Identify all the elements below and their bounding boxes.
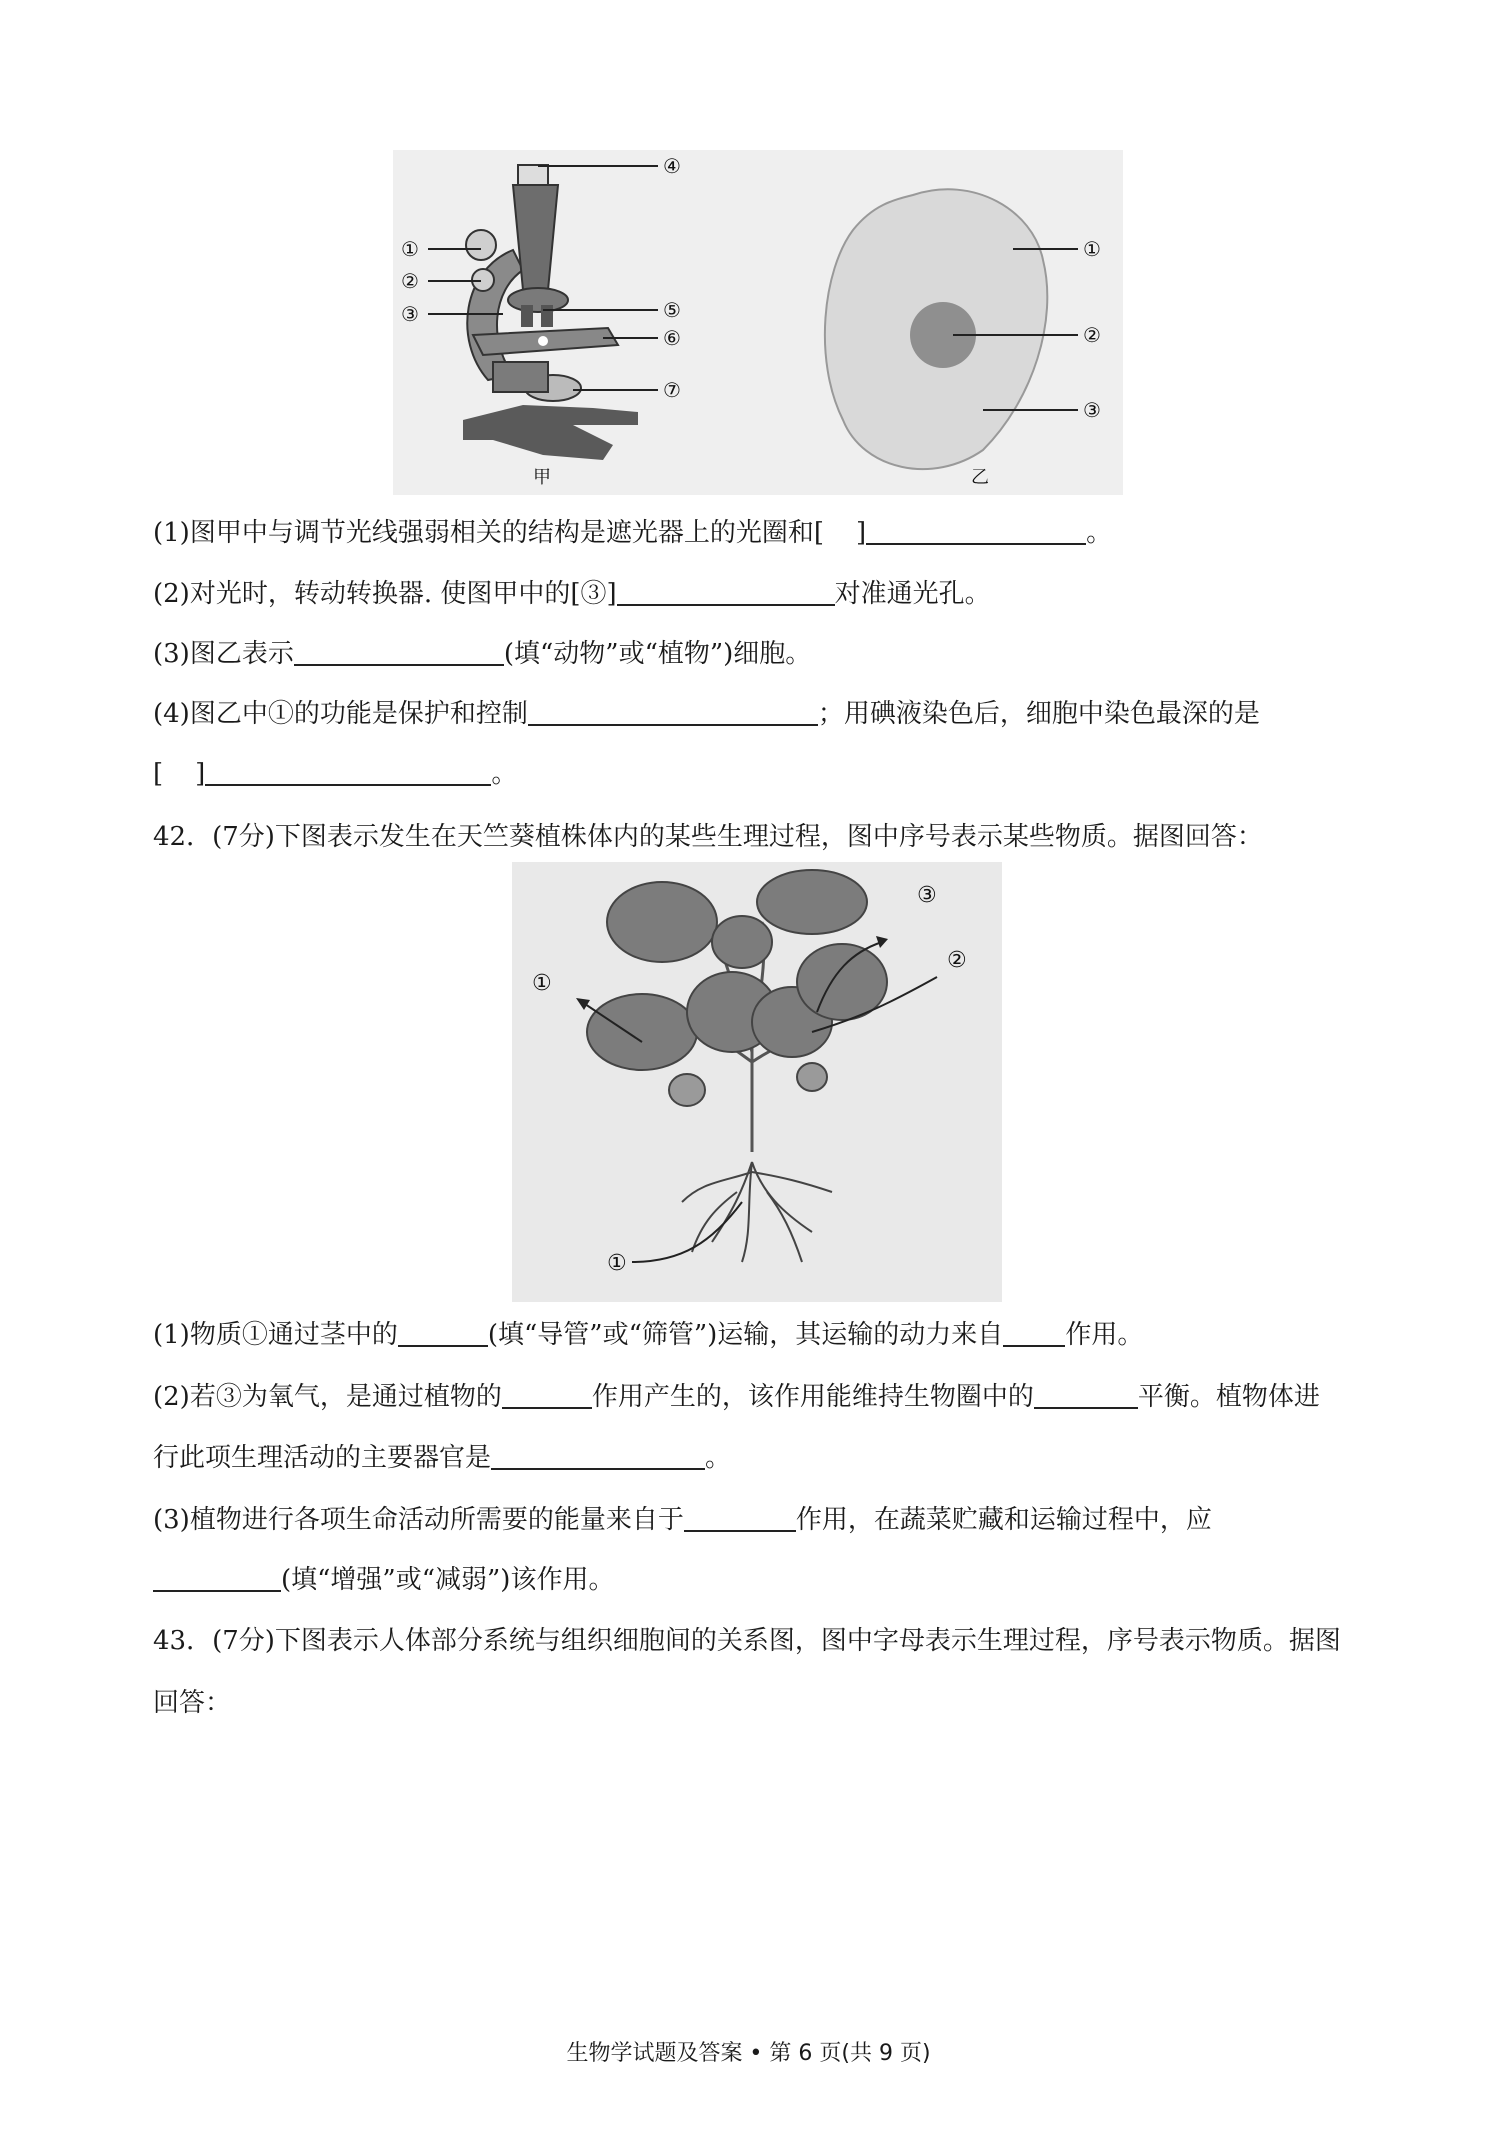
plant-label-3: ③: [917, 883, 937, 908]
q41-part2-blank[interactable]: [617, 578, 835, 606]
q42-part2-text: (2)若③为氧气，是通过植物的: [153, 1382, 502, 1412]
q42-part2-end: 平衡。植物体进: [1137, 1382, 1320, 1412]
plant-label-1-root: ①: [607, 1251, 627, 1276]
q42-part3-cont-text: (填“增强”或“减弱”)该作用。: [281, 1565, 615, 1595]
q41-part1-text: (1)图甲中与调节光线强弱相关的结构是遮光器上的光圈和[: [153, 518, 824, 548]
q41-part2: [153, 577, 1358, 611]
q41-part4-text: (4)图乙中①的功能是保护和控制: [153, 699, 528, 729]
q42-part2-blank2[interactable]: [1034, 1381, 1138, 1409]
microscope-label-6: ⑥: [663, 326, 681, 350]
microscope-label-2: ②: [401, 269, 419, 293]
caption-yi: 乙: [971, 467, 989, 488]
q41-part4-bracket-open: [: [153, 759, 164, 789]
q42-part3-middle: 作用，在蔬菜贮藏和运输过程中，应: [795, 1505, 1212, 1535]
q41-part1-bracket: ]: [855, 518, 867, 548]
q43-stem-line2: 回答：: [153, 1688, 232, 1718]
q42-part2-middle: 作用产生的，该作用能维持生物圈中的: [591, 1382, 1034, 1412]
microscope-label-1: ①: [401, 237, 419, 261]
plant-label-2: ②: [947, 948, 967, 973]
q41-part2-text: (2)对光时，转动转换器. 使图甲中的[③]: [153, 579, 617, 609]
q42-part2-cont-text: 行此项生理活动的主要器官是: [153, 1443, 492, 1473]
q42-part1-middle: (填“导管”或“筛管”)运输，其运输的动力来自: [487, 1320, 1004, 1350]
q42-part3: [153, 1503, 1358, 1537]
microscope-label-7: ⑦: [663, 378, 681, 402]
q42-part3-cont: [153, 1563, 1358, 1597]
q42-part1: [153, 1318, 1358, 1352]
q42-part3-blank2[interactable]: [153, 1564, 281, 1592]
cell-label-1: ①: [1083, 237, 1101, 261]
q41-part4: [153, 697, 1358, 731]
q41-part3-text: (3)图乙表示: [153, 639, 294, 669]
q41-part3: [153, 637, 1358, 671]
q42-part1-end: 作用。: [1065, 1320, 1144, 1350]
figure-geranium-plant: [512, 862, 1002, 1302]
caption-jia: 甲: [533, 467, 551, 488]
q42-part1-blank1[interactable]: [398, 1319, 488, 1347]
microscope-label-3: ③: [401, 302, 419, 326]
q41-part4-bracket-close: ]: [195, 759, 206, 789]
microscope-label-5: ⑤: [663, 298, 681, 322]
q42-stem: 42．(7分)下图表示发生在天竺葵植株体内的某些生理过程，图中序号表示某些物质。据图回答：: [153, 822, 1263, 852]
q42-part1-blank2[interactable]: [1003, 1319, 1065, 1347]
q41-part3-blank[interactable]: [294, 638, 504, 666]
q41-part4-cont-end: 。: [491, 759, 518, 789]
q41-part4-middle: ；用碘液染色后，细胞中染色最深的是: [817, 699, 1260, 729]
q42-part3-text: (3)植物进行各项生命活动所需要的能量来自于: [153, 1505, 684, 1535]
q42-part2: [153, 1380, 1358, 1414]
q41-part1-end: 。: [1086, 518, 1113, 548]
q42-part2-cont: [153, 1441, 1358, 1475]
q43-stem-line1: 43．(7分)下图表示人体部分系统与组织细胞间的关系图，图中字母表示生理过程，序号表示物质。据图: [153, 1626, 1341, 1656]
q41-part1-blank[interactable]: [866, 517, 1086, 545]
q41-part4-blank[interactable]: [528, 698, 818, 726]
microscope-label-4: ④: [663, 154, 681, 178]
q41-part1: [153, 516, 1358, 550]
q41-part4-blank2[interactable]: [205, 758, 491, 786]
q42-part3-blank1[interactable]: [684, 1504, 796, 1532]
cell-label-3: ③: [1083, 398, 1101, 422]
q42-part2-cont-end: 。: [705, 1443, 732, 1473]
q42-part1-text: (1)物质①通过茎中的: [153, 1320, 398, 1350]
figure-microscope-and-cell: [393, 150, 1123, 495]
page-footer: 生物学试题及答案 • 第 6 页(共 9 页): [566, 2041, 931, 2066]
plant-label-1-leaf: ①: [532, 971, 552, 996]
q42-part2-blank3[interactable]: [491, 1442, 705, 1470]
q42-part2-blank1[interactable]: [502, 1381, 592, 1409]
cell-label-2: ②: [1083, 323, 1101, 347]
q41-part3-end: (填“动物”或“植物”)细胞。: [503, 639, 812, 669]
q41-part2-end: 对准通光孔。: [834, 579, 991, 609]
q41-part4-cont: [153, 757, 1358, 791]
